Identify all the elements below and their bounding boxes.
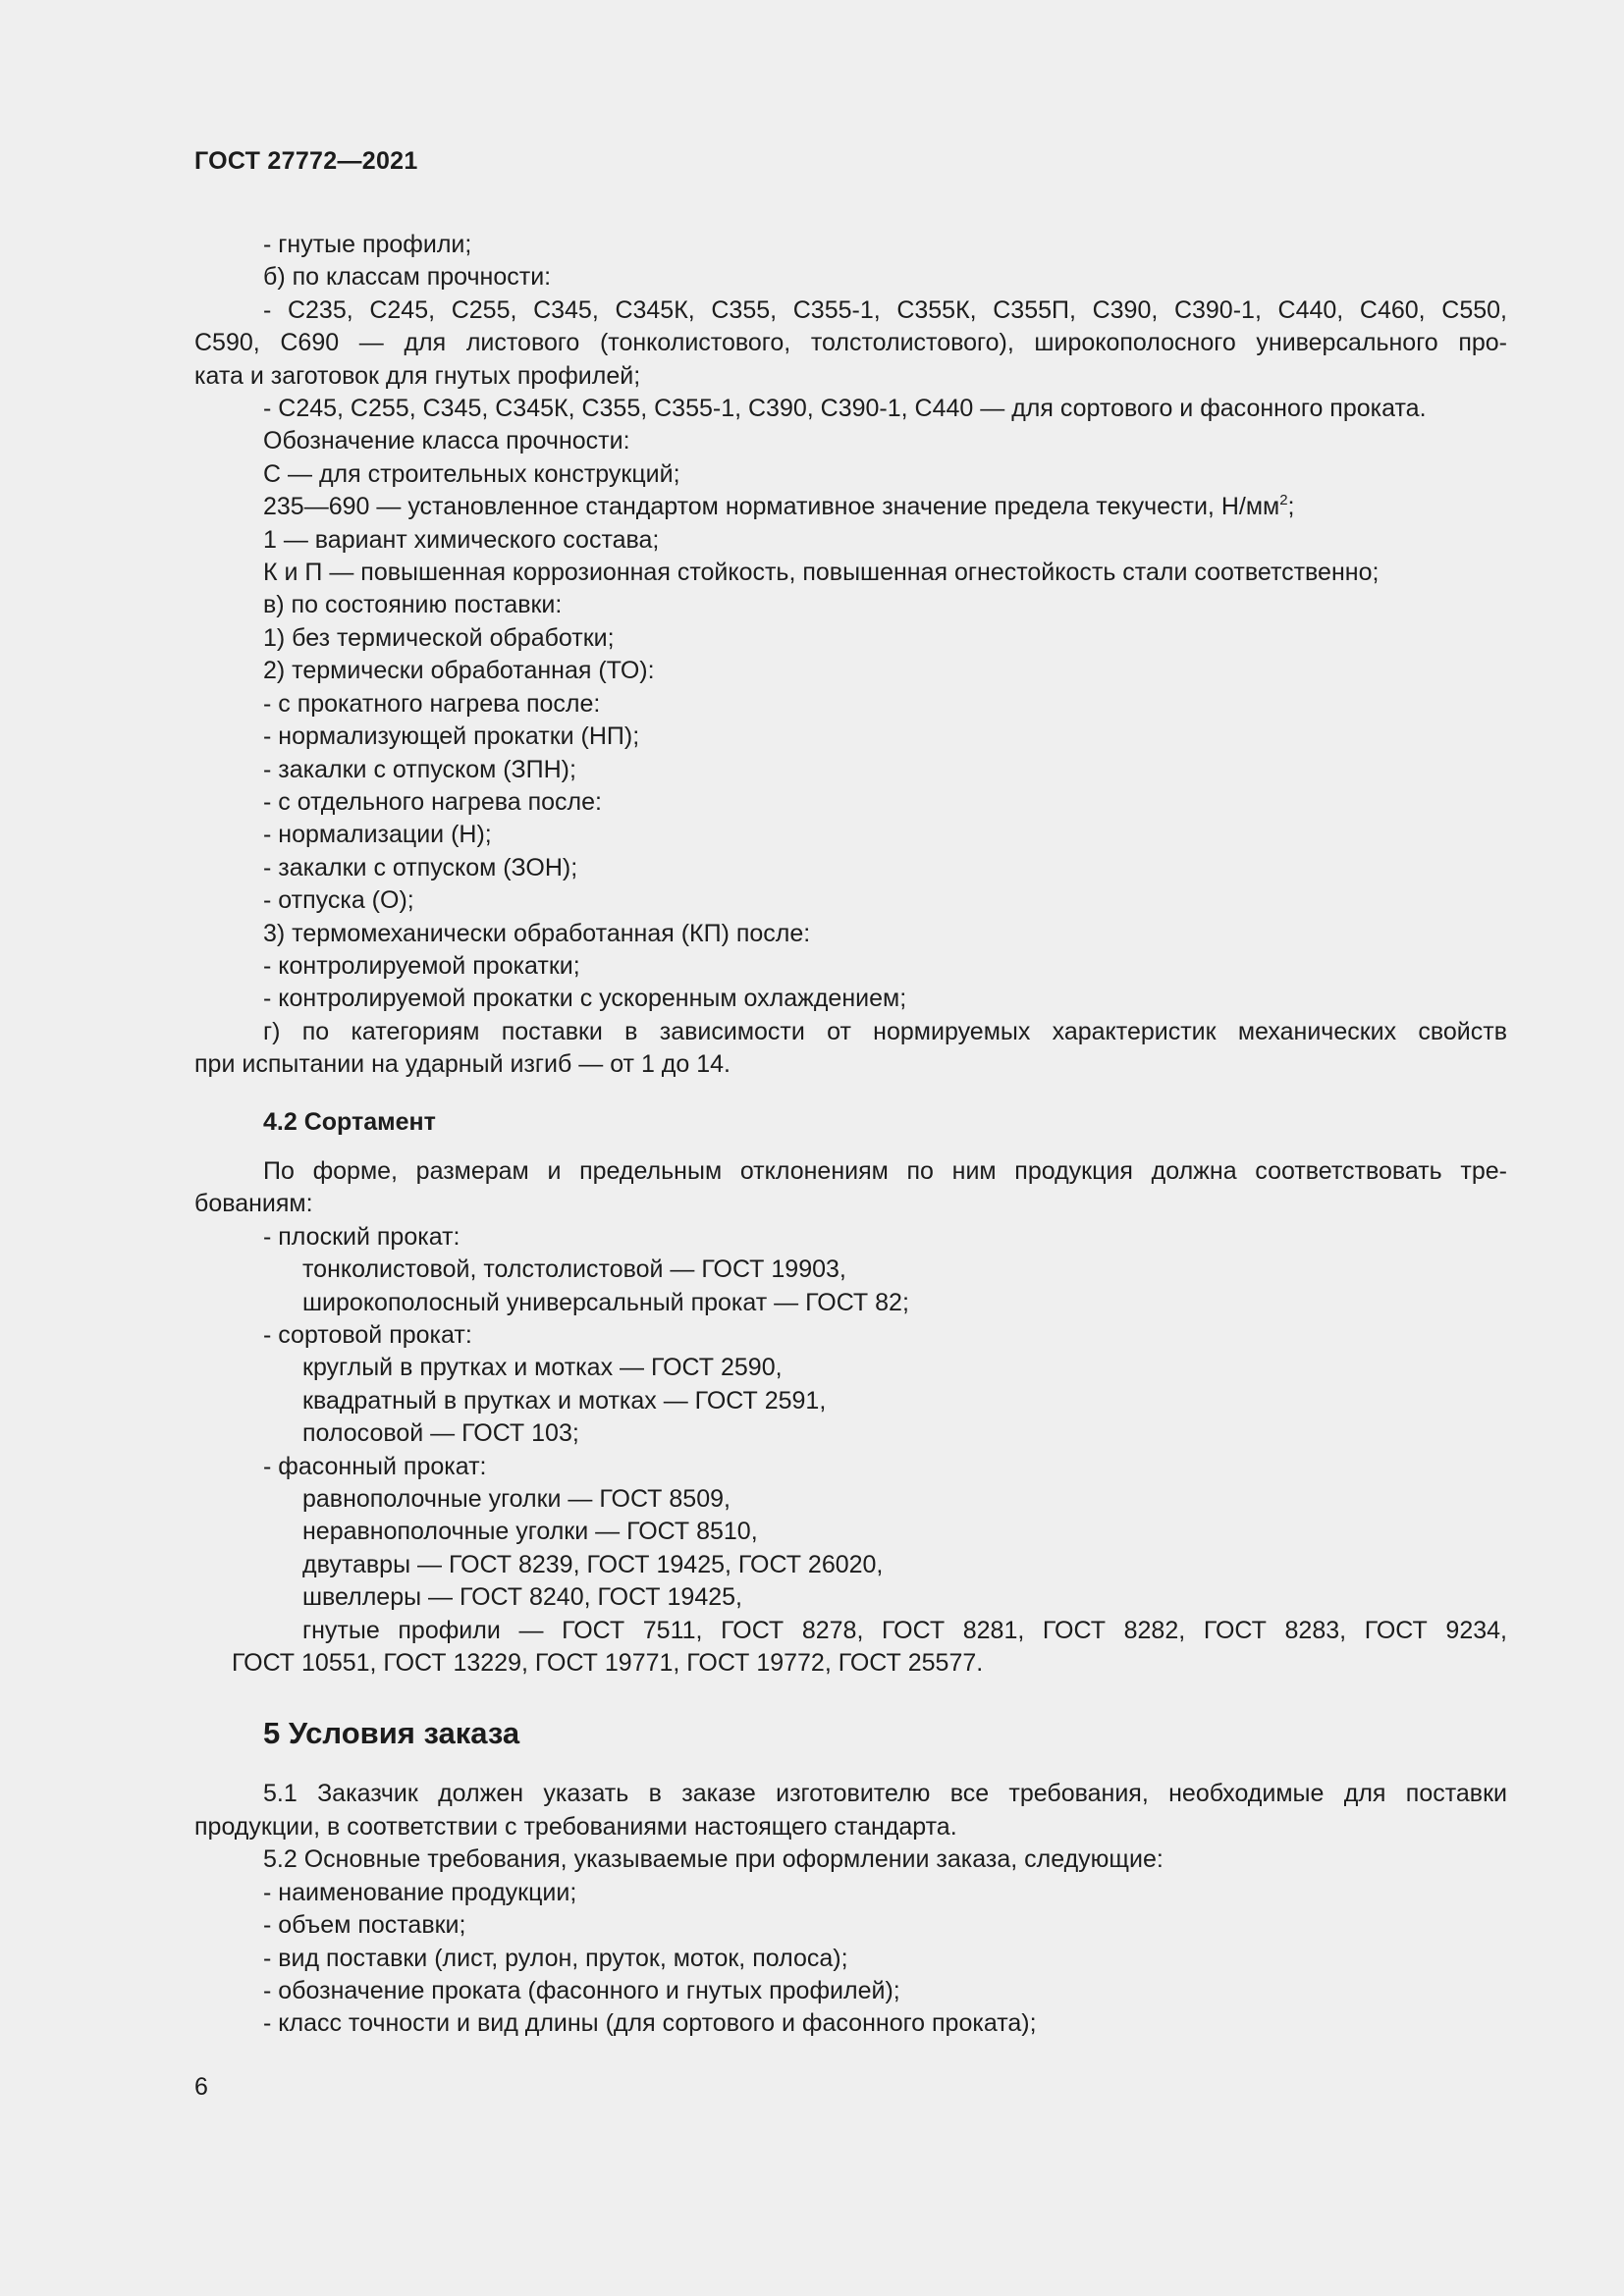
paragraph-sortament-intro (194, 1155, 1507, 1221)
list-item: - вид поставки (лист, рулон, пруток, моток, полоса); (263, 1944, 848, 1972)
list-item: - плоский прокат: (263, 1222, 460, 1251)
list-item: квадратный в прутках и мотках — ГОСТ 2591, (302, 1386, 827, 1415)
section-heading-4-2: 4.2 Сортамент (263, 1107, 436, 1136)
list-item: двутавры — ГОСТ 8239, ГОСТ 19425, ГОСТ 26020, (302, 1550, 884, 1578)
text-line: 3) термомеханически обработанная (КП) после: (263, 919, 811, 947)
list-item: тонколистовой, толстолистовой — ГОСТ 19903, (302, 1255, 846, 1284)
list-item: - класс точности и вид длины (для сортового и фасонного проката); (263, 2009, 1037, 2038)
list-item: - объем поставки; (263, 1911, 466, 1940)
list-item: полосовой — ГОСТ 103; (302, 1419, 579, 1448)
text-line: - контролируемой прокатки; (263, 951, 580, 980)
text-line: - гнутые профили; (263, 231, 472, 258)
section-heading-5: 5 Условия заказа (263, 1716, 520, 1751)
text-line: 2) термически обработанная (ТО): (263, 657, 655, 685)
text-line: 1) без термической обработки; (263, 623, 615, 652)
text-line: Обозначение класса прочности: (263, 427, 630, 455)
classification-section (194, 229, 1507, 1082)
page-number: 6 (194, 2073, 208, 2101)
text-line: - закалки с отпуском (ЗОН); (263, 853, 578, 881)
list-item: швеллеры — ГОСТ 8240, ГОСТ 19425, (302, 1583, 742, 1612)
text-line: С — для строительных конструкций; (263, 459, 680, 488)
sortament-section (194, 1155, 1507, 1681)
page-content (194, 229, 1507, 2041)
text-line: ГОСТ 10551, ГОСТ 13229, ГОСТ 19771, ГОСТ 19772, ГОСТ 25577. (232, 1649, 984, 1678)
text-line: продукции, в соответствии с требованиями настоящего стандарта. (194, 1812, 957, 1841)
text-line: - С245, С255, С345, С345К, С355, С355-1, С390, С390-1, С440 — для сортового и фасонного проката. (263, 395, 1427, 423)
text-line: бованиям: (194, 1190, 313, 1218)
list-item: - сортовой прокат: (263, 1321, 472, 1349)
paragraph-impact-categories (194, 1016, 1507, 1082)
superscript: 2 (1279, 492, 1288, 509)
list-item-bent-profiles (194, 1615, 1507, 1681)
text-line: - с прокатного нагрева после: (263, 689, 601, 718)
list-item: широкополосный универсальный прокат — ГОСТ 82; (302, 1288, 909, 1316)
text-line: в) по состоянию поставки: (263, 591, 563, 619)
document-header: ГОСТ 27772—2021 (194, 147, 418, 175)
text-line: 5.1 Заказчик должен указать в заказе изготовителю все требования, необходимые для поставки (263, 1780, 1507, 1808)
paragraph-5-1 (194, 1778, 1507, 1843)
order-section (194, 1778, 1507, 2040)
text-line: - нормализующей прокатки (НП); (263, 722, 640, 751)
text-span: 235—690 — установленное стандартом нормативное значение предела текучести, Н/мм (263, 493, 1280, 521)
text-line: По форме, размерам и предельным отклонениям по ним продукция должна соответствовать тре- (263, 1156, 1507, 1185)
text-line: - нормализации (Н); (263, 821, 492, 849)
list-item: круглый в прутках и мотках — ГОСТ 2590, (302, 1354, 783, 1382)
text-line: К и П — повышенная коррозионная стойкость, повышенная огнестойкость стали соответственно; (263, 559, 1380, 587)
text-line: - отпуска (О); (263, 886, 414, 915)
text-span: ; (1287, 493, 1295, 521)
list-item: - обозначение проката (фасонного и гнутых профилей); (263, 1976, 900, 2004)
list-item: равнополочные уголки — ГОСТ 8509, (302, 1485, 731, 1514)
text-line: при испытании на ударный изгиб — от 1 до 14. (194, 1050, 731, 1079)
text-line: г) по категориям поставки в зависимости от нормируемых характеристик механических свойств (263, 1017, 1507, 1045)
paragraph-5-2: 5.2 Основные требования, указываемые при оформлении заказа, следующие: (263, 1845, 1164, 1874)
list-item: неравнополочные уголки — ГОСТ 8510, (302, 1518, 758, 1546)
text-line: - с отдельного нагрева после: (263, 787, 602, 816)
text-line: - С235, С245, С255, С345, С345К, С355, С355-1, С355К, С355П, С390, С390-1, С440, С460, С550, (263, 295, 1507, 324)
paragraph-strength-classes (194, 294, 1507, 393)
yield-strength-line (194, 491, 1507, 523)
text-line: б) по классам прочности: (263, 263, 552, 292)
text-line: - контролируемой прокатки с ускоренным охлаждением; (263, 985, 907, 1013)
list-item: - фасонный прокат: (263, 1452, 487, 1480)
text-line: - закалки с отпуском (ЗПН); (263, 755, 576, 783)
text-line: ката и заготовок для гнутых профилей; (194, 361, 641, 390)
list-item: - наименование продукции; (263, 1878, 577, 1906)
text-line: 1 — вариант химического состава; (263, 525, 660, 554)
text-line: С590, С690 — для листового (тонколистового, толстолистового), широкополосного универсального про- (194, 329, 1507, 357)
text-line: гнутые профили — ГОСТ 7511, ГОСТ 8278, ГОСТ 8281, ГОСТ 8282, ГОСТ 8283, ГОСТ 9234, (302, 1616, 1507, 1644)
